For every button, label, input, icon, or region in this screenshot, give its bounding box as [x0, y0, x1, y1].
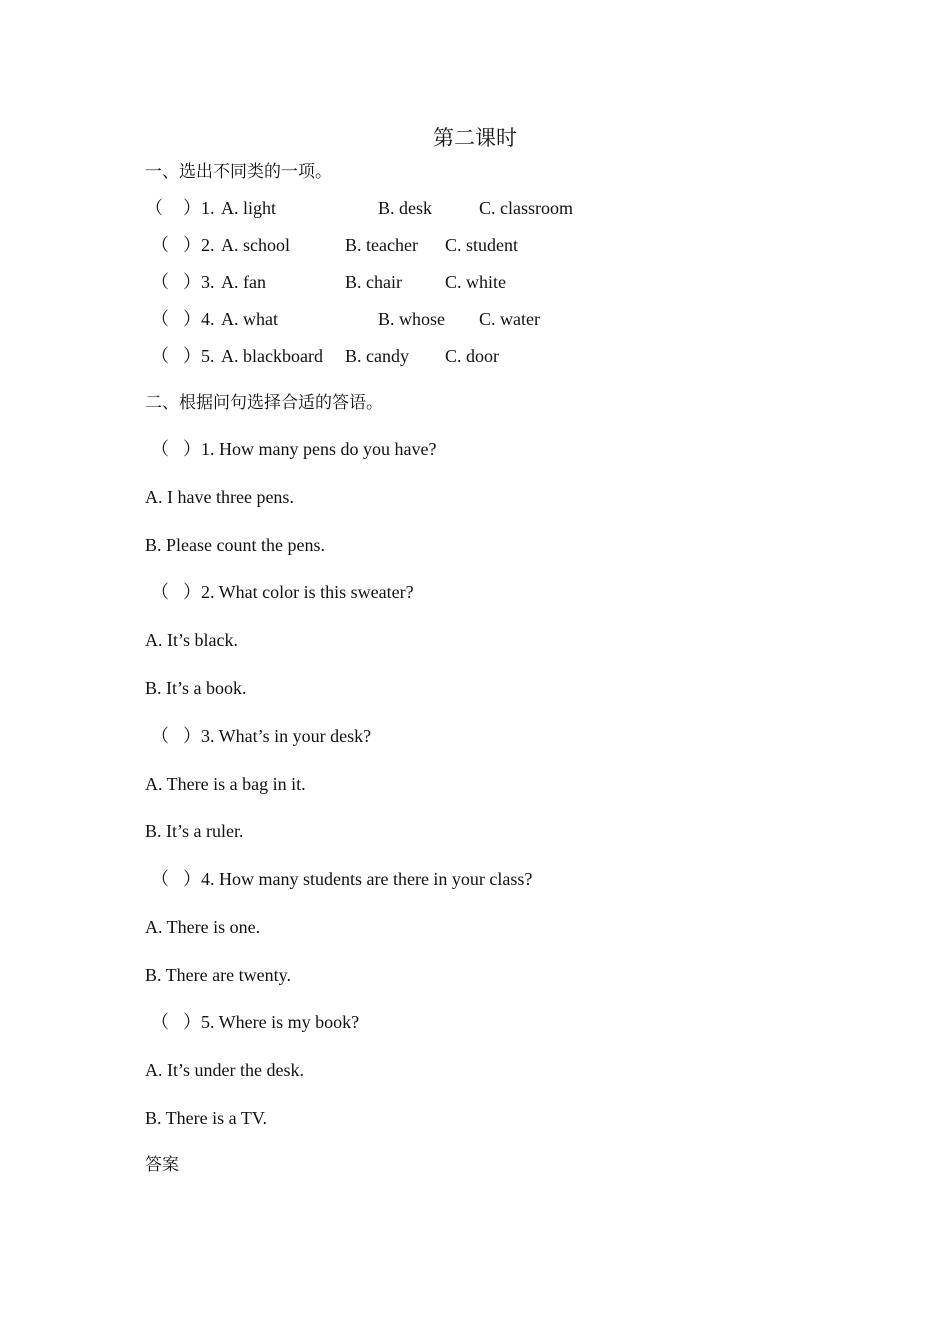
option-a: A. school — [221, 235, 290, 255]
s2-question-5 — [145, 1011, 845, 1033]
option-b: B. candy — [345, 346, 409, 366]
s1-item-2 — [145, 234, 845, 256]
answer-heading: 答案 — [145, 1155, 179, 1175]
s1-item-5 — [145, 345, 845, 367]
s2-q4-option-a: A. There is one. — [145, 917, 261, 937]
item-number: 5. — [201, 346, 215, 366]
s1-item-4 — [145, 308, 845, 330]
option-c: C. classroom — [479, 198, 573, 218]
s2-q3-option-b: B. It’s a ruler. — [145, 821, 244, 841]
s1-item-1 — [145, 197, 845, 219]
answer-paren-open: （ — [151, 346, 169, 366]
s2-question-2 — [145, 581, 845, 603]
item-number: 3. — [201, 272, 215, 292]
item-number: 1. — [201, 198, 215, 218]
question-text: 1. How many pens do you have? — [201, 439, 437, 459]
s2-q3-option-a: A. There is a bag in it. — [145, 774, 306, 794]
option-c: C. student — [445, 235, 519, 255]
s2-q2-option-a: A. It’s black. — [145, 630, 238, 650]
question-text: 4. How many students are there in your class? — [201, 869, 533, 889]
option-c: C. white — [445, 272, 506, 292]
item-number: 4. — [201, 309, 215, 329]
option-a: A. what — [221, 309, 278, 329]
s2-q5-option-a: A. It’s under the desk. — [145, 1060, 304, 1080]
s2-q2-option-b: B. It’s a book. — [145, 678, 247, 698]
option-a: A. fan — [221, 272, 266, 292]
answer-paren-open: （ — [151, 309, 169, 329]
answer-paren-close: ） — [183, 582, 201, 602]
answer-paren-open: （ — [151, 582, 169, 602]
section-2-heading: 二、根据问句选择合适的答语。 — [145, 393, 383, 413]
section-1-heading: 一、选出不同类的一项。 — [145, 162, 332, 182]
answer-paren-close: ） — [183, 235, 201, 255]
option-b: B. desk — [378, 198, 432, 218]
answer-paren-open: （ — [145, 198, 163, 218]
option-c: C. water — [479, 309, 540, 329]
answer-paren-open: （ — [151, 1012, 169, 1032]
answer-paren-close: ） — [183, 346, 201, 366]
answer-paren-close: ） — [183, 439, 201, 459]
answer-paren-open: （ — [151, 439, 169, 459]
s2-question-3 — [145, 725, 845, 747]
s2-question-1 — [145, 438, 845, 460]
item-number: 2. — [201, 235, 215, 255]
answer-paren-open: （ — [151, 726, 169, 746]
question-text: 2. What color is this sweater? — [201, 582, 414, 602]
s2-q1-option-b: B. Please count the pens. — [145, 535, 325, 555]
answer-paren-close: ） — [183, 869, 201, 889]
answer-paren-close: ） — [183, 1012, 201, 1032]
s1-item-3 — [145, 271, 845, 293]
option-b: B. chair — [345, 272, 402, 292]
answer-paren-close: ） — [183, 272, 201, 292]
s2-q1-option-a: A. I have three pens. — [145, 487, 294, 507]
option-a: A. light — [221, 198, 277, 218]
question-text: 5. Where is my book? — [201, 1012, 360, 1032]
answer-paren-close: ） — [183, 726, 201, 746]
answer-paren-close: ） — [183, 309, 201, 329]
page-title: 第二课时 — [433, 126, 517, 150]
option-b: B. teacher — [345, 235, 418, 255]
answer-paren-open: （ — [151, 869, 169, 889]
option-b: B. whose — [378, 309, 445, 329]
s2-question-4 — [145, 868, 845, 890]
s2-q4-option-b: B. There are twenty. — [145, 965, 291, 985]
s2-q5-option-b: B. There is a TV. — [145, 1108, 267, 1128]
option-c: C. door — [445, 346, 499, 366]
answer-paren-open: （ — [151, 235, 169, 255]
answer-paren-open: （ — [151, 272, 169, 292]
option-a: A. blackboard — [221, 346, 323, 366]
question-text: 3. What’s in your desk? — [201, 726, 372, 746]
answer-paren-close: ） — [183, 198, 201, 218]
